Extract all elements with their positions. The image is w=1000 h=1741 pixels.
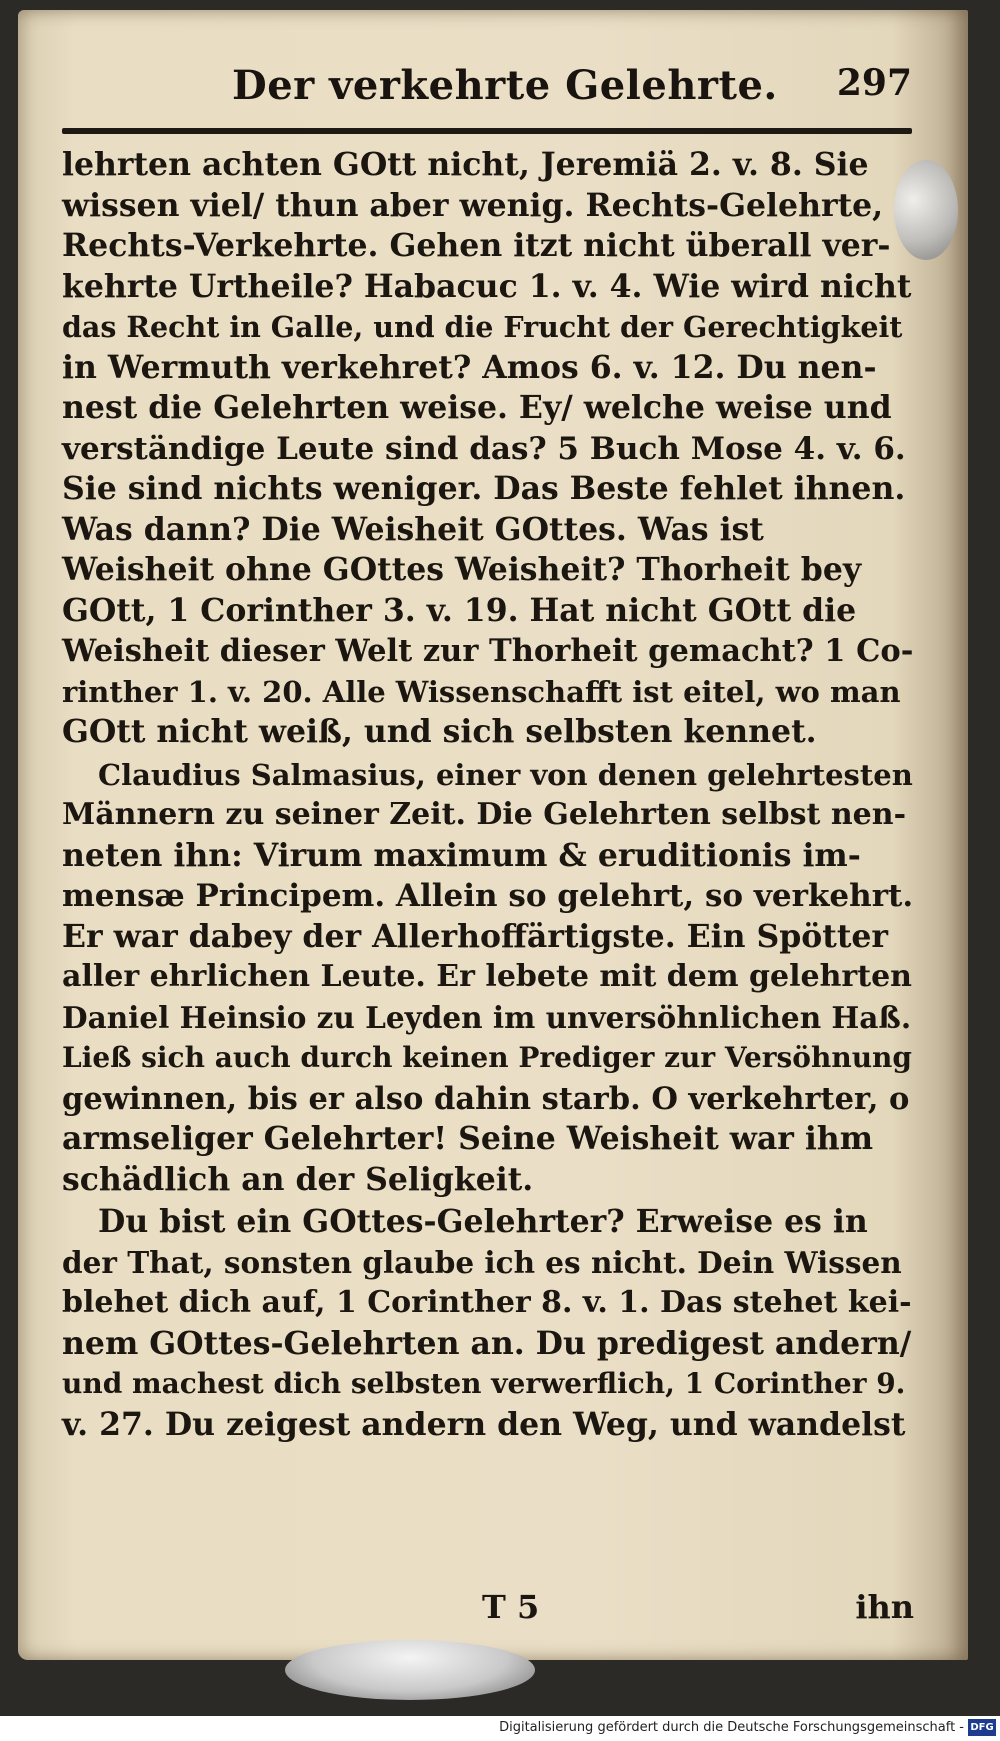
catchword: ihn — [855, 1588, 914, 1626]
text-line: Rechts-Verkehrte. Gehen itzt nicht überall ver- — [62, 227, 891, 264]
text-line: Ließ sich auch durch keinen Prediger zur Versöhnung — [62, 1041, 912, 1074]
text-line: Sie sind nichts weniger. Das Beste fehlet ihnen. — [62, 470, 906, 507]
body-text — [62, 145, 914, 1445]
text-line: Claudius Salmasius, einer von denen gelehrtesten — [98, 757, 913, 792]
text-line: wissen viel/ thun aber wenig. Rechts-Gelehrte, — [62, 186, 884, 224]
text-line: Männern zu seiner Zeit. Die Gelehrten selbst nen- — [62, 797, 907, 832]
digitization-credit-bar — [0, 1716, 1000, 1741]
text-line: schädlich an der Seligkeit. — [62, 1160, 534, 1198]
text-line: armseliger Gelehrter! Seine Weisheit war ihm — [62, 1120, 874, 1157]
text-line: und machest dich selbsten verwerflich, 1 Corinther 9. — [62, 1367, 906, 1400]
text-line: neten ihn: Virum maximum & eruditionis im- — [62, 836, 861, 874]
text-line: nem GOttes-Gelehrten an. Du predigest andern/ — [62, 1324, 912, 1362]
text-line: blehet dich auf, 1 Corinther 8. v. 1. Das stehet kei- — [62, 1285, 912, 1320]
text-line: in Wermuth verkehret? Amos 6. v. 12. Du nen- — [62, 348, 877, 386]
text-line: GOtt nicht weiß, und sich selbsten kennet. — [62, 713, 817, 750]
text-line: kehrte Urtheile? Habacuc 1. v. 4. Wie wird nicht — [62, 267, 912, 305]
page-header — [62, 62, 912, 122]
text-line: aller ehrlichen Leute. Er lebete mit dem gelehrten — [62, 959, 912, 994]
text-line: mensæ Principem. Allein so gelehrt, so verkehrt. — [62, 878, 914, 914]
signature-mark: T 5 — [482, 1588, 540, 1626]
text-line: rinther 1. v. 20. Alle Wissenschafft ist eitel, wo man — [62, 674, 901, 709]
dfg-logo-icon: DFG — [968, 1719, 996, 1736]
bottom-page-clip — [285, 1640, 535, 1700]
page-number: 297 — [836, 62, 912, 104]
running-title: Der verkehrte Gelehrte. — [232, 62, 778, 109]
text-line: Was dann? Die Weisheit GOttes. Was ist — [62, 510, 764, 548]
header-rule — [62, 128, 912, 134]
text-line: lehrten achten GOtt nicht, Jeremiä 2. v. 8. Sie — [62, 146, 869, 183]
text-line: Daniel Heinsio zu Leyden im unversöhnlichen Haß. — [62, 999, 912, 1035]
text-line: v. 27. Du zeigest andern den Weg, und wandelst — [62, 1405, 906, 1443]
credit-text: Digitalisierung gefördert durch die Deutsche Forschungsgemeinschaft - — [499, 1720, 964, 1735]
text-line: verständige Leute sind das? 5 Buch Mose 4. v. 6. — [62, 430, 906, 467]
text-line: gewinnen, bis er also dahin starb. O verkehrter, o — [62, 1080, 910, 1117]
text-line: Er war dabey der Allerhoffärtigste. Ein Spötter — [62, 917, 889, 955]
text-line: Du bist ein GOttes-Gelehrter? Erweise es in — [98, 1203, 868, 1240]
page-footer-line — [62, 1588, 914, 1634]
text-line: Weisheit dieser Welt zur Thorheit gemacht? 1 Co- — [62, 633, 914, 669]
text-line: Weisheit ohne GOttes Weisheit? Thorheit bey — [62, 551, 862, 588]
text-line: das Recht in Galle, und die Frucht der Gerechtigkeit — [62, 310, 903, 344]
text-line: GOtt, 1 Corinther 3. v. 19. Hat nicht GOtt die — [62, 591, 857, 629]
text-line: nest die Gelehrten weise. Ey/ welche weise und — [62, 389, 892, 426]
text-line: der That, sonsten glaube ich es nicht. Dein Wissen — [62, 1244, 902, 1280]
